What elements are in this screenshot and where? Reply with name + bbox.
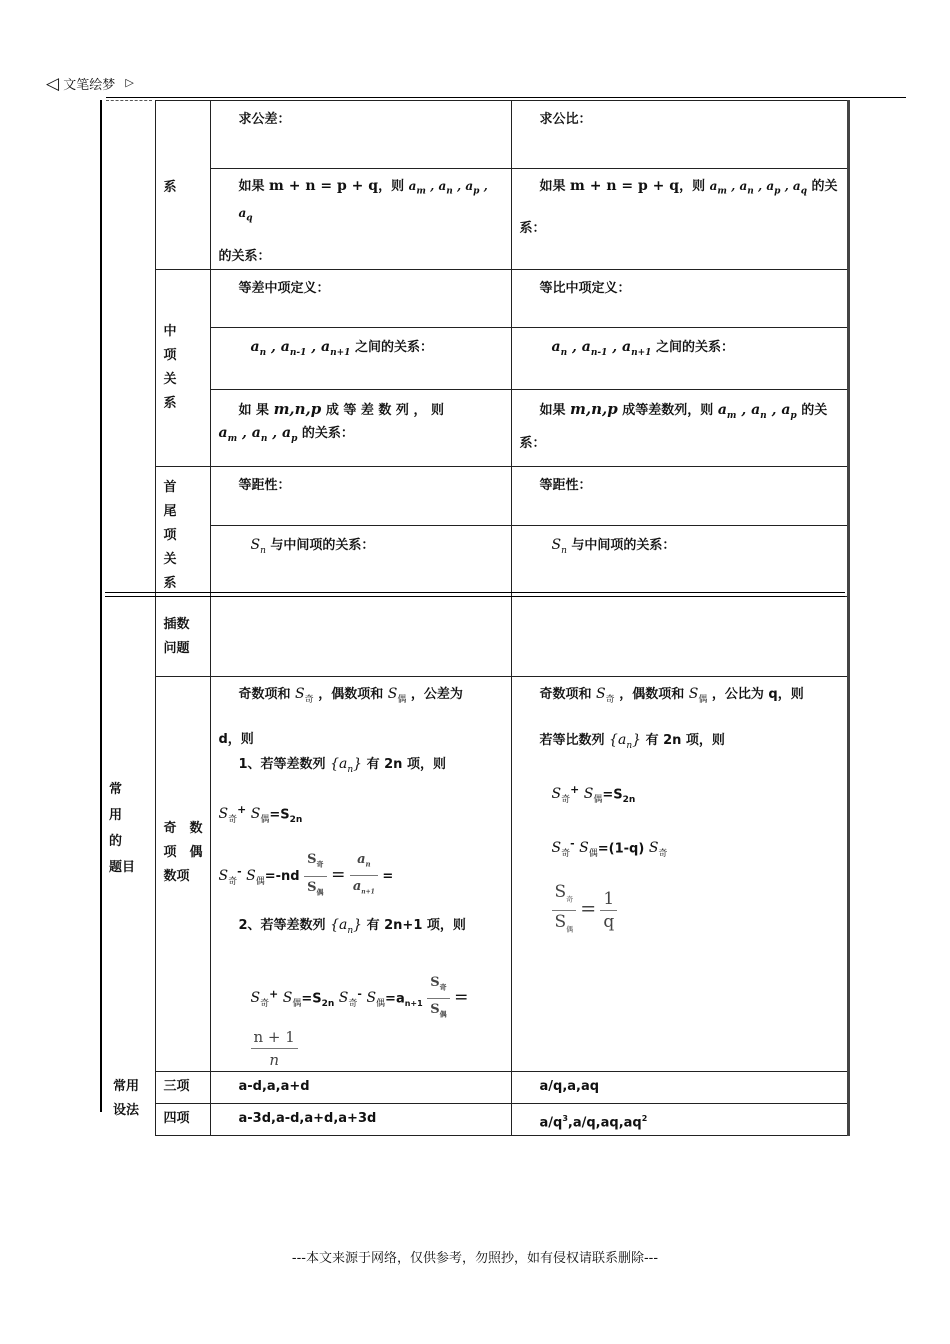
cell-arith-mnp-relation: 如 果 m,n,p 成 等 差 数 列 ， 则 $a_m$ , $a_n$ , $a_p$ 的关系：	[210, 390, 511, 467]
cell-arith-insert	[210, 597, 511, 677]
cell-arith-three: a-d,a,a+d	[210, 1071, 511, 1103]
category-relation: 系	[155, 101, 210, 270]
cell-geo-four: $a/q^3,a/q,aq,aq^2$	[511, 1103, 848, 1135]
cell-common-difference: 求公差：	[210, 101, 511, 169]
page-footer: ---本文来源于网络，仅供参考，勿照抄，如有侵权请联系删除---	[291, 1251, 659, 1266]
page-header	[46, 74, 134, 94]
cell-arith-mean-def: 等差中项定义：	[210, 270, 511, 328]
formula-table	[105, 100, 850, 1136]
category-head-tail: 首 尾 项 关 系	[155, 467, 210, 597]
cell-arith-equidistant: 等距性：	[210, 467, 511, 526]
cell-geo-sn-middle: $S_n$ 与中间项的关系：	[511, 526, 848, 597]
triangle-right-icon: ▷	[125, 76, 134, 89]
category-odd-even-terms: 奇 数 项 偶 数项	[155, 677, 210, 1072]
cell-geo-three: a/q,a,aq	[511, 1071, 848, 1103]
category-middle-term: 中 项 关 系	[155, 270, 210, 467]
cell-geo-equidistant: 等距性：	[511, 467, 848, 526]
cell-common-ratio: 求公比：	[511, 101, 848, 169]
cell-arith-index-relation: 如果 m + n = p + q，则 $a_m$ , $a_n$ , $a_p$ , $a_q$ 的关系：	[210, 169, 511, 270]
header-brand: 文笔绘梦	[63, 78, 116, 93]
category-common-problems: 常 用 的 题目	[105, 597, 155, 1072]
label-three-terms: 三项	[155, 1071, 210, 1103]
section-separator	[105, 592, 845, 597]
cell-geo-insert	[511, 597, 848, 677]
cell-geo-odd-even: 奇数项和 $S_奇$ ，偶数项和 $S_偶$ ，公比为 q，则 若等比数列 $\{a_n\}$ 有 2n 项，则 $S_奇^+$ $S_偶=S_{2n}$ $S_奇^-$ $S_偶=(1-q)$ $S_奇$ $\frac{S_奇}{S_偶}$ = $\frac{1}{q}$	[511, 677, 848, 1072]
cell-arith-adjacent-relation: $a_n$ , $a_{n-1}$ , $a_{n+1}$ 之间的关系：	[210, 328, 511, 390]
cell-arith-odd-even: 奇数项和 $S_奇$ ，偶数项和 $S_偶$ ，公差为 d，则 1、若等差数列 $\{a_n\}$ 有 2n 项，则 $S_奇^+$ $S_偶=S_{2n}$ $S_奇^-$ $S_偶=-nd$ $\frac{S_奇}{S_偶}$ = $\frac{a_n}{a_{n+1}}$ = 2、若等差数列 $\{a_n\}$ 有 2n+1 项，则 $S_奇^+$ $S_偶=S_{2n}$ $S_奇^-$ $S_偶=a_{n+1}$ $\frac{S_奇}{S_偶}$ = $\frac{n + 1}{n}$	[210, 677, 511, 1072]
cell-geo-mean-def: 等比中项定义：	[511, 270, 848, 328]
header-rule	[106, 97, 906, 98]
cell-geo-adjacent-relation: $a_n$ , $a_{n-1}$ , $a_{n+1}$ 之间的关系：	[511, 328, 848, 390]
cell-geo-index-relation: 如果 m + n = p + q，则 $a_m$ , $a_n$ , $a_p$ , $a_q$ 的关 系：	[511, 169, 848, 270]
cell-arith-sn-middle: $S_n$ 与中间项的关系：	[210, 526, 511, 597]
cell-arith-four: a-3d,a-d,a+d,a+3d	[210, 1103, 511, 1135]
triangle-left-icon: ◁	[46, 74, 60, 94]
category-insert-problem: 插数 问题	[155, 597, 210, 677]
label-four-terms: 四项	[155, 1103, 210, 1135]
category-common-setup: 常用 设法	[105, 1071, 155, 1135]
cell-geo-mnp-relation: 如果 m,n,p 成等差数列，则 $a_m$ , $a_n$ , $a_p$ 的关 系：	[511, 390, 848, 467]
category-empty	[105, 101, 155, 597]
